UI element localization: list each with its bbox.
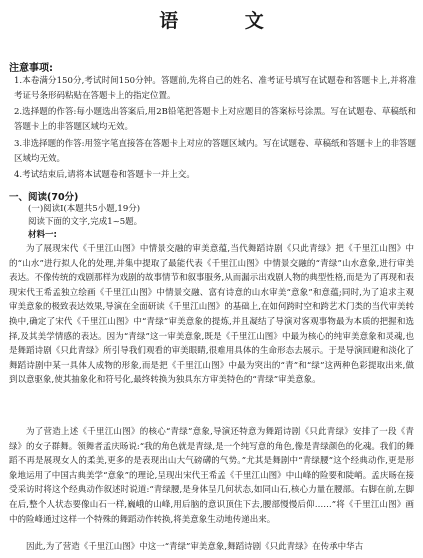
page-title: 语 文 bbox=[159, 10, 294, 32]
paragraph-2: 为了营造上述《千里江山图》的核心“青绿”意象,导演还特意为舞蹈诗剧《只此青绿》安排了一段《青绿》的女子群舞。领舞者孟庆旸说:“我的角色就是青绿,是一个纯写意的角色,像是青绿颜色的化魂。我们的舞蹈不再是展现女人的柔美,更多的是表现出山大气磅礴的气势。”尤其是舞剧中“青绿腰”这个经典动作,更是形象地运用了中国古典美学“意象”的理论,呈现出宋代王希孟《千里江山图》中山峰的险要和陡峭。孟庆旸在接受采访时将这个经典动作叙述时说道:“青绿腰,是身体呈几何状态,如同山石,核心力量在腰部。右脚在前,左脚在后,整个人状态要像山石一样,巍峨的山峰,用后脑的意识顶住下去,腰部慢慢后仰……”将《千里江山图》画中的险峰通过这样一个特殊的舞蹈动作转换,将美意象生动地传递出来。 bbox=[9, 427, 414, 525]
paragraph-1: 为了展现宋代《千里江山图》中情景交融的审美意蕴,当代舞蹈诗剧《只此青绿》把《千里江山图》中的“山水”进行拟人化的处理,并集中提取了最能代表《千里江山图》中情景交融的“青绿”山水意象,进行审美表达。不像传统的戏剧那样为戏剧的故事情节和叙事服务,从而漏示出戏剧人物的典型性格,而是为了再现和表现宋代王希孟独立绘画《千里江山图》中情景交融、富有诗意的山水审美“意象”和意蕴;同时,为了追求主观审美意象的极致表达效果,导演在全面研读《千里江山图》的基础上,在如何跨时空和跨艺术门类的当代审美转换中,确定了宋代《千里江山图》中“青绿”审美意象的提炼,并且凝结了导演对客观事物最为本质的把握和选择,及其美学情感的表达。因为“青绿”这一审美意象,既是《千里江山图》中最为核心的纯审美意象和灵魂,也是舞蹈诗剧《只此青绿》所引导我们观看的审美眼睛,很难用具体的生命形态去展示。于是导演回避和淡化了舞蹈诗剧中某一具体人成物的形象,而是把《千里江山图》中最为突出的“青”和“绿”这两种色彩提取出来,做到以意驱象,使其抽象化和符号化,最终转换为独具东方审美特色的“青绿”审美意象。 bbox=[9, 244, 414, 386]
material-label: 材料一: bbox=[28, 230, 57, 240]
note-item-4: 4.考试结束后,请将本试题卷和答题卡一并上交。 bbox=[14, 170, 195, 180]
note-item-3: 3.非选择题的作答:用签字笔直接答在答题卡上对应的答题区域内。写在试题卷、草稿纸和答题卡上的非答题区域均无效。 bbox=[14, 139, 416, 164]
section-heading: 一、阅读(70分) bbox=[9, 192, 79, 203]
reading-instruction: 阅读下面的文字,完成1~5题。 bbox=[28, 217, 143, 227]
notes-heading: 注意事项: bbox=[9, 63, 53, 74]
paragraph-3: 因此,为了营造《千里江山图》中这一“青绿”审美意象,舞蹈诗剧《只此青绿》在传承中华古 bbox=[26, 542, 364, 552]
note-item-2: 2.选择题的作答:每小题选出答案后,用2B铅笔把答题卡上对应题目的答案标号涂黑。写在试题卷、草稿纸和答题卡上的非答题区域均无效。 bbox=[14, 107, 416, 132]
note-item-1: 1.本卷满分150分,考试时间150分钟。答题前,先将自己的姓名、准考证号填写在试题卷和答题卡上,并将准考证号条形码粘贴在答题卡上的指定位置。 bbox=[14, 76, 416, 101]
subsection-heading: (一)阅读Ⅰ(本题共5小题,19分) bbox=[28, 204, 141, 214]
